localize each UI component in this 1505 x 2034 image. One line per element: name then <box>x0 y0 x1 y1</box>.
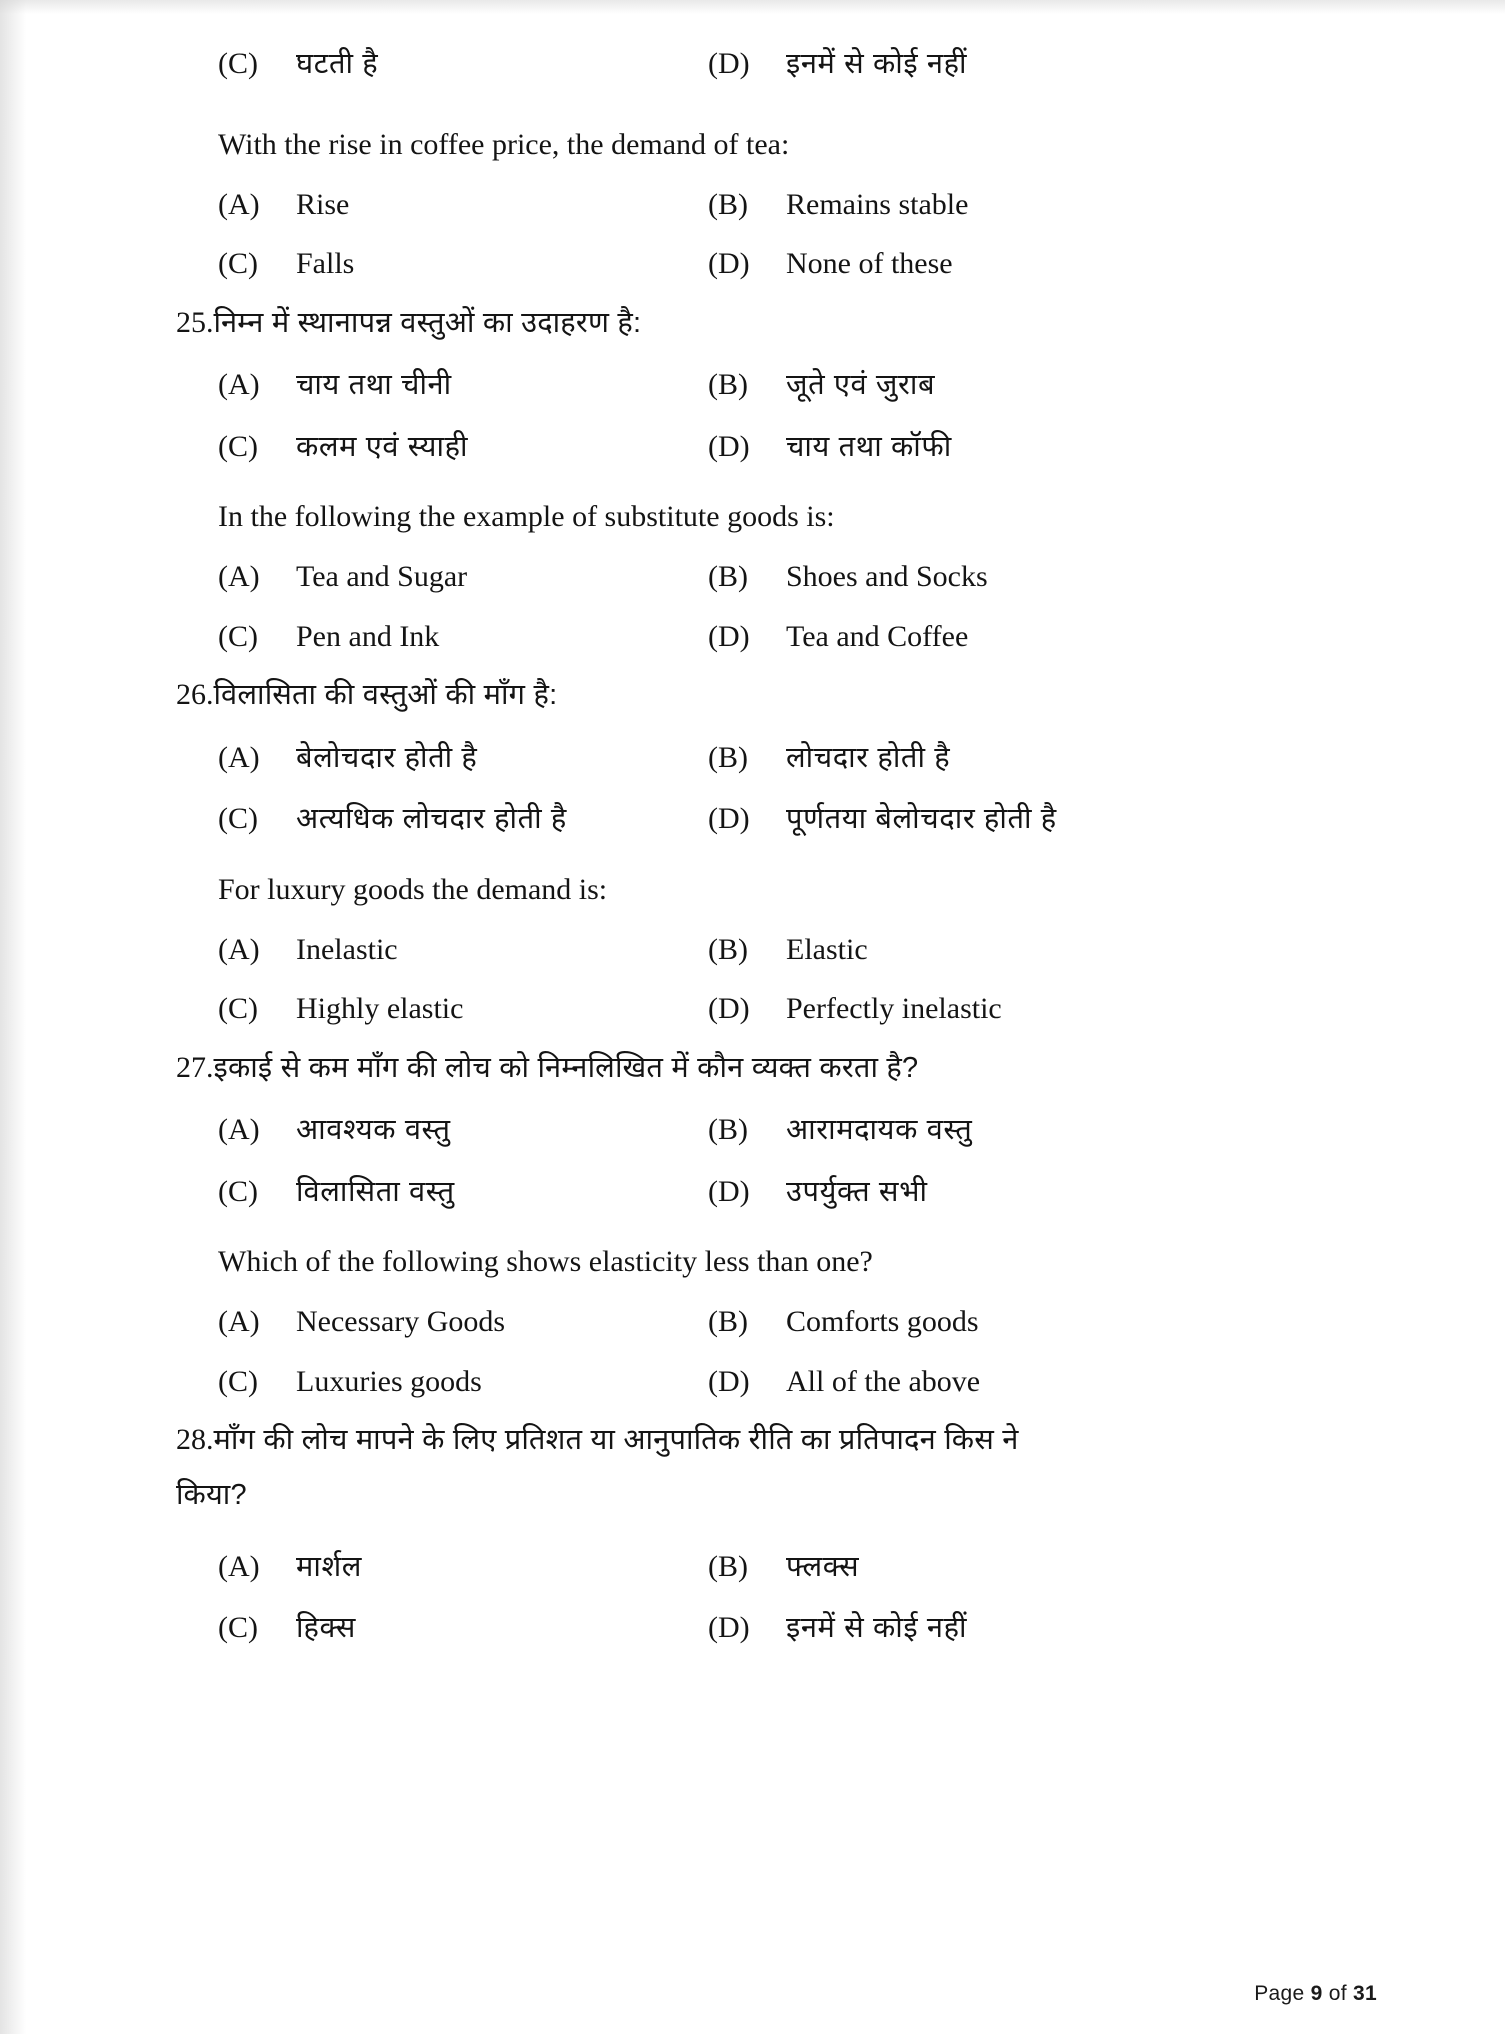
option-label: Shoes and Socks <box>786 560 988 594</box>
question-28-stem-hindi-line2: किया? <box>176 1478 247 1511</box>
option-25-hi-d <box>708 425 1336 469</box>
question-25-stem-hindi <box>176 300 1336 346</box>
option-key: (A) <box>218 1305 260 1339</box>
option-key: (C) <box>218 1364 258 1398</box>
option-prev-en-a <box>218 183 708 227</box>
question-26-stem-english: For luxury goods the demand is: <box>218 872 608 906</box>
option-key: (C) <box>218 1611 258 1645</box>
footer-page-number: 9 <box>1310 1982 1323 2005</box>
option-key: (A) <box>218 560 260 594</box>
option-label: उपर्युक्त सभी <box>786 1175 928 1208</box>
option-key: (D) <box>708 1174 750 1208</box>
option-row-26-hi-cd <box>176 797 1336 841</box>
option-key: (B) <box>708 1113 748 1147</box>
question-28-stem-hindi <box>176 1417 1336 1463</box>
option-27-hi-a <box>218 1108 708 1152</box>
option-row-27-en-cd <box>176 1360 1336 1404</box>
option-26-hi-c <box>218 797 708 841</box>
option-key: (D) <box>708 802 750 836</box>
option-27-hi-d <box>708 1170 1336 1214</box>
option-label: इनमें से कोई नहीं <box>786 48 968 80</box>
option-25-hi-a <box>218 363 708 407</box>
option-row-27-hi-ab <box>176 1108 1336 1152</box>
option-label: अत्यधिक लोचदार होती है <box>296 803 567 836</box>
option-row-26-hi-ab <box>176 736 1336 780</box>
option-key: (B) <box>708 1305 748 1339</box>
option-key: (D) <box>708 47 750 80</box>
option-key: (C) <box>218 802 258 836</box>
question-text: इकाई से कम माँग की लोच को निम्नलिखित में कौन व्यक्त करता है? <box>213 1051 919 1084</box>
question-25-stem-english: In the following the example of substitute goods is: <box>218 500 835 534</box>
option-label: इनमें से कोई नहीं <box>786 1612 968 1645</box>
option-key: (D) <box>708 619 750 653</box>
option-row-prev-en-ab <box>176 183 1336 227</box>
option-label: Elastic <box>786 932 868 966</box>
option-25-en-c <box>218 615 708 659</box>
question-stem-english-prev: With the rise in coffee price, the demand of tea: <box>218 127 790 161</box>
option-label: लोचदार होती है <box>786 741 951 774</box>
option-key: (A) <box>218 187 260 221</box>
option-row-28-hi-ab <box>176 1545 1336 1589</box>
option-label: पूर्णतया बेलोचदार होती है <box>786 803 1057 836</box>
option-25-en-a <box>218 555 708 599</box>
page-footer <box>1254 1982 1377 2006</box>
option-27-hi-b <box>708 1108 1336 1152</box>
question-26-stem-hindi <box>176 672 1336 718</box>
option-key: (B) <box>708 560 748 594</box>
option-label: Inelastic <box>296 932 398 966</box>
option-row-27-en-ab <box>176 1300 1336 1344</box>
option-key: (D) <box>708 247 750 280</box>
option-label: Rise <box>296 187 350 221</box>
footer-total-pages: 31 <box>1353 1982 1377 2005</box>
option-28-hi-a <box>218 1545 708 1589</box>
option-key: (C) <box>218 429 258 463</box>
option-26-en-b <box>708 928 1336 972</box>
question-text: माँग की लोच मापने के लिए प्रतिशत या आनुपातिक रीति का प्रतिपादन किस ने <box>213 1424 1019 1457</box>
option-prev-en-d <box>708 242 1336 286</box>
question-number: 27. <box>176 1050 214 1084</box>
option-26-hi-a <box>218 736 708 780</box>
option-label: Tea and Coffee <box>786 619 969 653</box>
option-label: Necessary Goods <box>296 1305 506 1339</box>
option-key: (A) <box>218 1113 260 1147</box>
footer-prefix-label: Page <box>1254 1982 1305 2005</box>
option-label: Comforts goods <box>786 1305 979 1339</box>
question-number: 26. <box>176 678 214 712</box>
option-key: (B) <box>708 932 748 966</box>
option-25-hi-b <box>708 363 1336 407</box>
option-key: (B) <box>708 368 748 402</box>
option-prev-c <box>218 42 708 86</box>
option-label: मार्शल <box>296 1550 363 1583</box>
footer-of-label: of <box>1328 1982 1347 2005</box>
option-row-25-hi-cd <box>176 425 1336 469</box>
question-number: 25. <box>176 305 214 339</box>
option-key: (D) <box>708 1611 750 1645</box>
option-26-en-c <box>218 987 708 1031</box>
option-label: Pen and Ink <box>296 619 440 653</box>
question-27-stem-english: Which of the following shows elasticity less than one? <box>218 1245 873 1279</box>
option-label: घटती है <box>296 48 379 80</box>
option-row-26-en-cd <box>176 987 1336 1031</box>
option-label: None of these <box>786 247 953 280</box>
option-27-en-d <box>708 1360 1336 1404</box>
option-row-28-hi-cd <box>176 1606 1336 1650</box>
option-prev-d <box>708 42 1336 86</box>
option-row-prev-cd <box>176 42 1336 86</box>
option-27-en-b <box>708 1300 1336 1344</box>
option-28-hi-d <box>708 1606 1336 1650</box>
option-25-en-d <box>708 615 1336 659</box>
option-28-hi-c <box>218 1606 708 1650</box>
option-key: (B) <box>708 740 748 774</box>
scan-edge-shadow-left <box>0 0 26 2034</box>
option-label: All of the above <box>786 1364 981 1398</box>
option-26-en-a <box>218 928 708 972</box>
option-label: Luxuries goods <box>296 1364 482 1398</box>
option-key: (C) <box>218 47 258 80</box>
option-row-26-en-ab <box>176 928 1336 972</box>
option-prev-en-c <box>218 242 708 286</box>
option-27-en-c <box>218 1360 708 1404</box>
option-label: बेलोचदार होती है <box>296 741 478 774</box>
option-27-en-a <box>218 1300 708 1344</box>
option-key: (A) <box>218 932 260 966</box>
option-label: फ्लक्स <box>786 1550 860 1583</box>
option-25-hi-c <box>218 425 708 469</box>
option-26-en-d <box>708 987 1336 1031</box>
option-label: चाय तथा चीनी <box>296 369 452 402</box>
option-label: चाय तथा कॉफी <box>786 430 952 463</box>
option-key: (B) <box>708 187 748 221</box>
option-key: (C) <box>218 1174 258 1208</box>
option-label: Remains stable <box>786 187 969 221</box>
option-label: हिक्स <box>296 1612 356 1645</box>
question-number: 28. <box>176 1423 214 1457</box>
option-label: Tea and Sugar <box>296 560 468 594</box>
option-26-hi-d <box>708 797 1336 841</box>
option-key: (A) <box>218 740 260 774</box>
option-row-27-hi-cd <box>176 1170 1336 1214</box>
option-key: (D) <box>708 429 750 463</box>
option-key: (A) <box>218 1549 260 1583</box>
option-label: आरामदायक वस्तु <box>786 1114 973 1147</box>
option-prev-en-b <box>708 183 1336 227</box>
option-key: (B) <box>708 1549 748 1583</box>
question-27-stem-hindi <box>176 1045 1336 1091</box>
question-text: निम्न में स्थानापन्न वस्तुओं का उदाहरण है: <box>213 306 642 339</box>
question-text: विलासिता की वस्तुओं की माँग है: <box>213 679 558 712</box>
option-key: (A) <box>218 368 260 402</box>
option-label: Perfectly inelastic <box>786 992 1002 1026</box>
option-label: विलासिता वस्तु <box>296 1175 455 1208</box>
option-key: (D) <box>708 1364 750 1398</box>
scan-edge-shadow-top <box>0 0 1505 14</box>
option-key: (C) <box>218 619 258 653</box>
option-label: जूते एवं जुराब <box>786 369 936 402</box>
option-27-hi-c <box>218 1170 708 1214</box>
option-key: (C) <box>218 247 258 280</box>
option-label: Falls <box>296 247 355 280</box>
option-row-25-en-cd <box>176 615 1336 659</box>
option-row-25-en-ab <box>176 555 1336 599</box>
option-row-prev-en-cd <box>176 242 1336 286</box>
option-28-hi-b <box>708 1545 1336 1589</box>
option-key: (C) <box>218 992 258 1026</box>
option-26-hi-b <box>708 736 1336 780</box>
option-label: आवश्यक वस्तु <box>296 1114 451 1147</box>
option-label: Highly elastic <box>296 992 464 1026</box>
option-25-en-b <box>708 555 1336 599</box>
option-label: कलम एवं स्याही <box>296 430 469 463</box>
option-row-25-hi-ab <box>176 363 1336 407</box>
page-content <box>176 24 1336 1650</box>
option-key: (D) <box>708 992 750 1026</box>
